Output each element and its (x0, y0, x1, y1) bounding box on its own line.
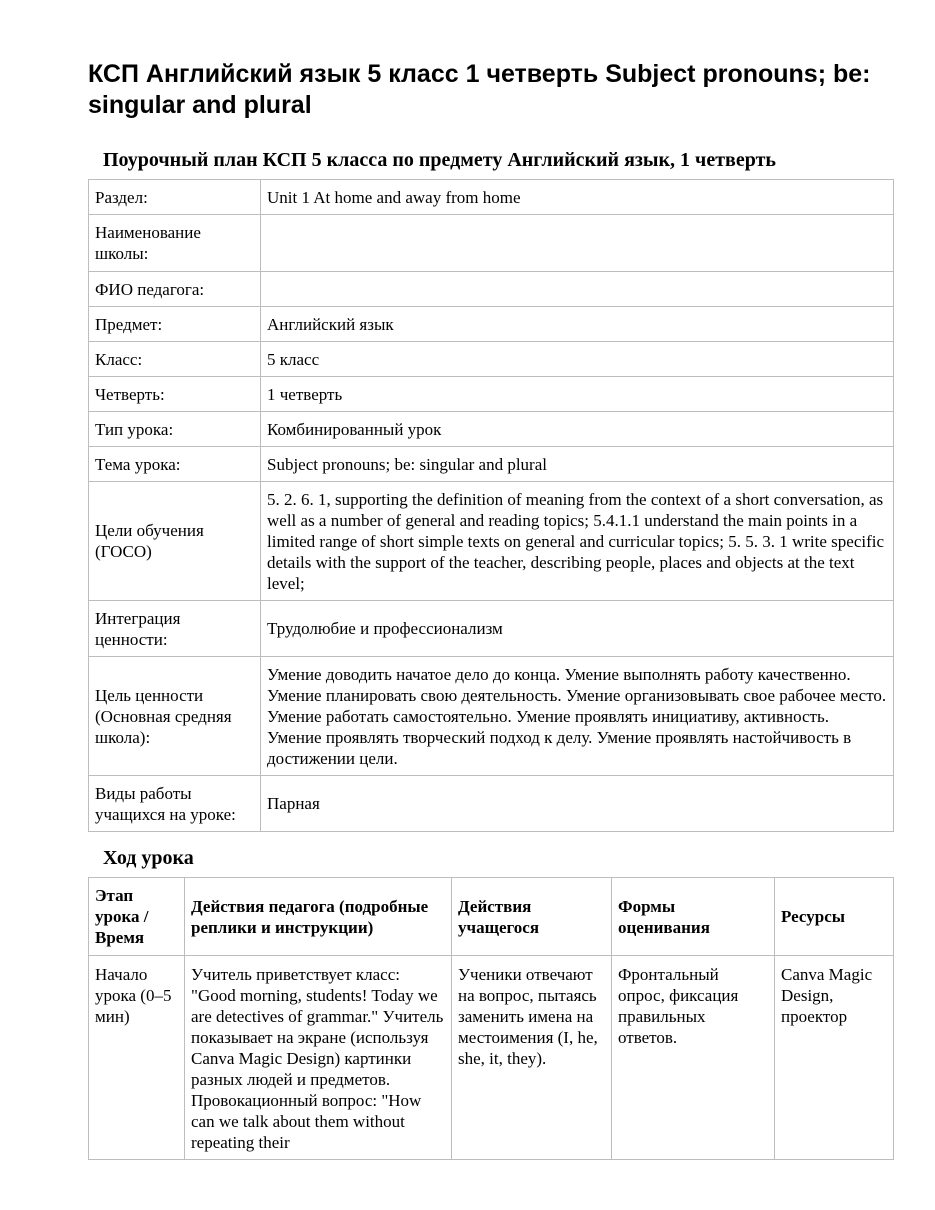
column-header: Формы оценивания (612, 878, 775, 956)
plan-table (88, 179, 894, 832)
row-label: ФИО педагога: (89, 272, 261, 307)
column-header: Действия педагога (подробные реплики и инструкции) (185, 878, 452, 956)
row-value: 5 класс (261, 342, 894, 377)
row-value: 5. 2. 6. 1, supporting the definition of meaning from the context of a short conversation, as well as a number of general and reading topics; 5.4.1.1 understand the main points in a limited range of short simple texts on general and curricular topics; 5. 5. 3. 1 write specific details with the support of the teacher, describing people, places and objects at the text level; (261, 482, 894, 601)
table-row (89, 601, 894, 657)
table-row (89, 447, 894, 482)
row-label: Цели обучения (ГОСО) (89, 482, 261, 601)
row-value: Subject pronouns; be: singular and plural (261, 447, 894, 482)
table-row (89, 215, 894, 272)
table-row (89, 482, 894, 601)
row-label: Раздел: (89, 180, 261, 215)
row-label: Виды работы учащихся на уроке: (89, 776, 261, 832)
row-label: Тип урока: (89, 412, 261, 447)
table-row (89, 657, 894, 776)
table-row (89, 956, 894, 1160)
stage-cell: Начало урока (0–5 мин) (89, 956, 185, 1160)
row-value: Трудолюбие и профессионализм (261, 601, 894, 657)
table-row (89, 342, 894, 377)
row-label: Цель ценности (Основная средняя школа): (89, 657, 261, 776)
column-header: Этап урока / Время (89, 878, 185, 956)
row-label: Наименование школы: (89, 215, 261, 272)
row-label: Четверть: (89, 377, 261, 412)
row-label: Предмет: (89, 307, 261, 342)
table-row (89, 776, 894, 832)
lesson-heading: Ход урока (103, 847, 194, 869)
column-header: Действия учащегося (452, 878, 612, 956)
row-value: 1 четверть (261, 377, 894, 412)
table-header-row (89, 878, 894, 956)
row-value: Английский язык (261, 307, 894, 342)
table-row (89, 377, 894, 412)
plan-heading: Поурочный план КСП 5 класса по предмету Английский язык, 1 четверть (103, 149, 776, 171)
row-value: Unit 1 At home and away from home (261, 180, 894, 215)
column-header: Ресурсы (775, 878, 894, 956)
row-value (261, 272, 894, 307)
assessment-cell: Фронтальный опрос, фиксация правильных ответов. (612, 956, 775, 1160)
row-value (261, 215, 894, 272)
row-value: Умение доводить начатое дело до конца. Умение выполнять работу качественно. Умение планировать свою деятельность. Умение организовывать свое рабочее место. Умение работать самостоятельно. Умение проявлять инициативу, активность. Умение проявлять творческий подход к делу. Умение проявлять настойчивость в достижении цели. (261, 657, 894, 776)
row-value: Комбинированный урок (261, 412, 894, 447)
table-row (89, 412, 894, 447)
table-row (89, 307, 894, 342)
row-value: Парная (261, 776, 894, 832)
row-label: Интеграция ценности: (89, 601, 261, 657)
table-row (89, 180, 894, 215)
row-label: Тема урока: (89, 447, 261, 482)
teacher-actions-cell: Учитель приветствует класс: "Good morning, students! Today we are detectives of grammar." Учитель показывает на экране (используя Canva Magic Design) картинки разных людей и предметов. Провокационный вопрос: "How can we talk about them without repeating their (185, 956, 452, 1160)
lesson-table (88, 877, 894, 1160)
document-title: КСП Английский язык 5 класс 1 четверть Subject pronouns; be: singular and plural (88, 60, 871, 119)
row-label: Класс: (89, 342, 261, 377)
table-row (89, 272, 894, 307)
student-actions-cell: Ученики отвечают на вопрос, пытаясь заменить имена на местоимения (I, he, she, it, they). (452, 956, 612, 1160)
resources-cell: Canva Magic Design, проектор (775, 956, 894, 1160)
